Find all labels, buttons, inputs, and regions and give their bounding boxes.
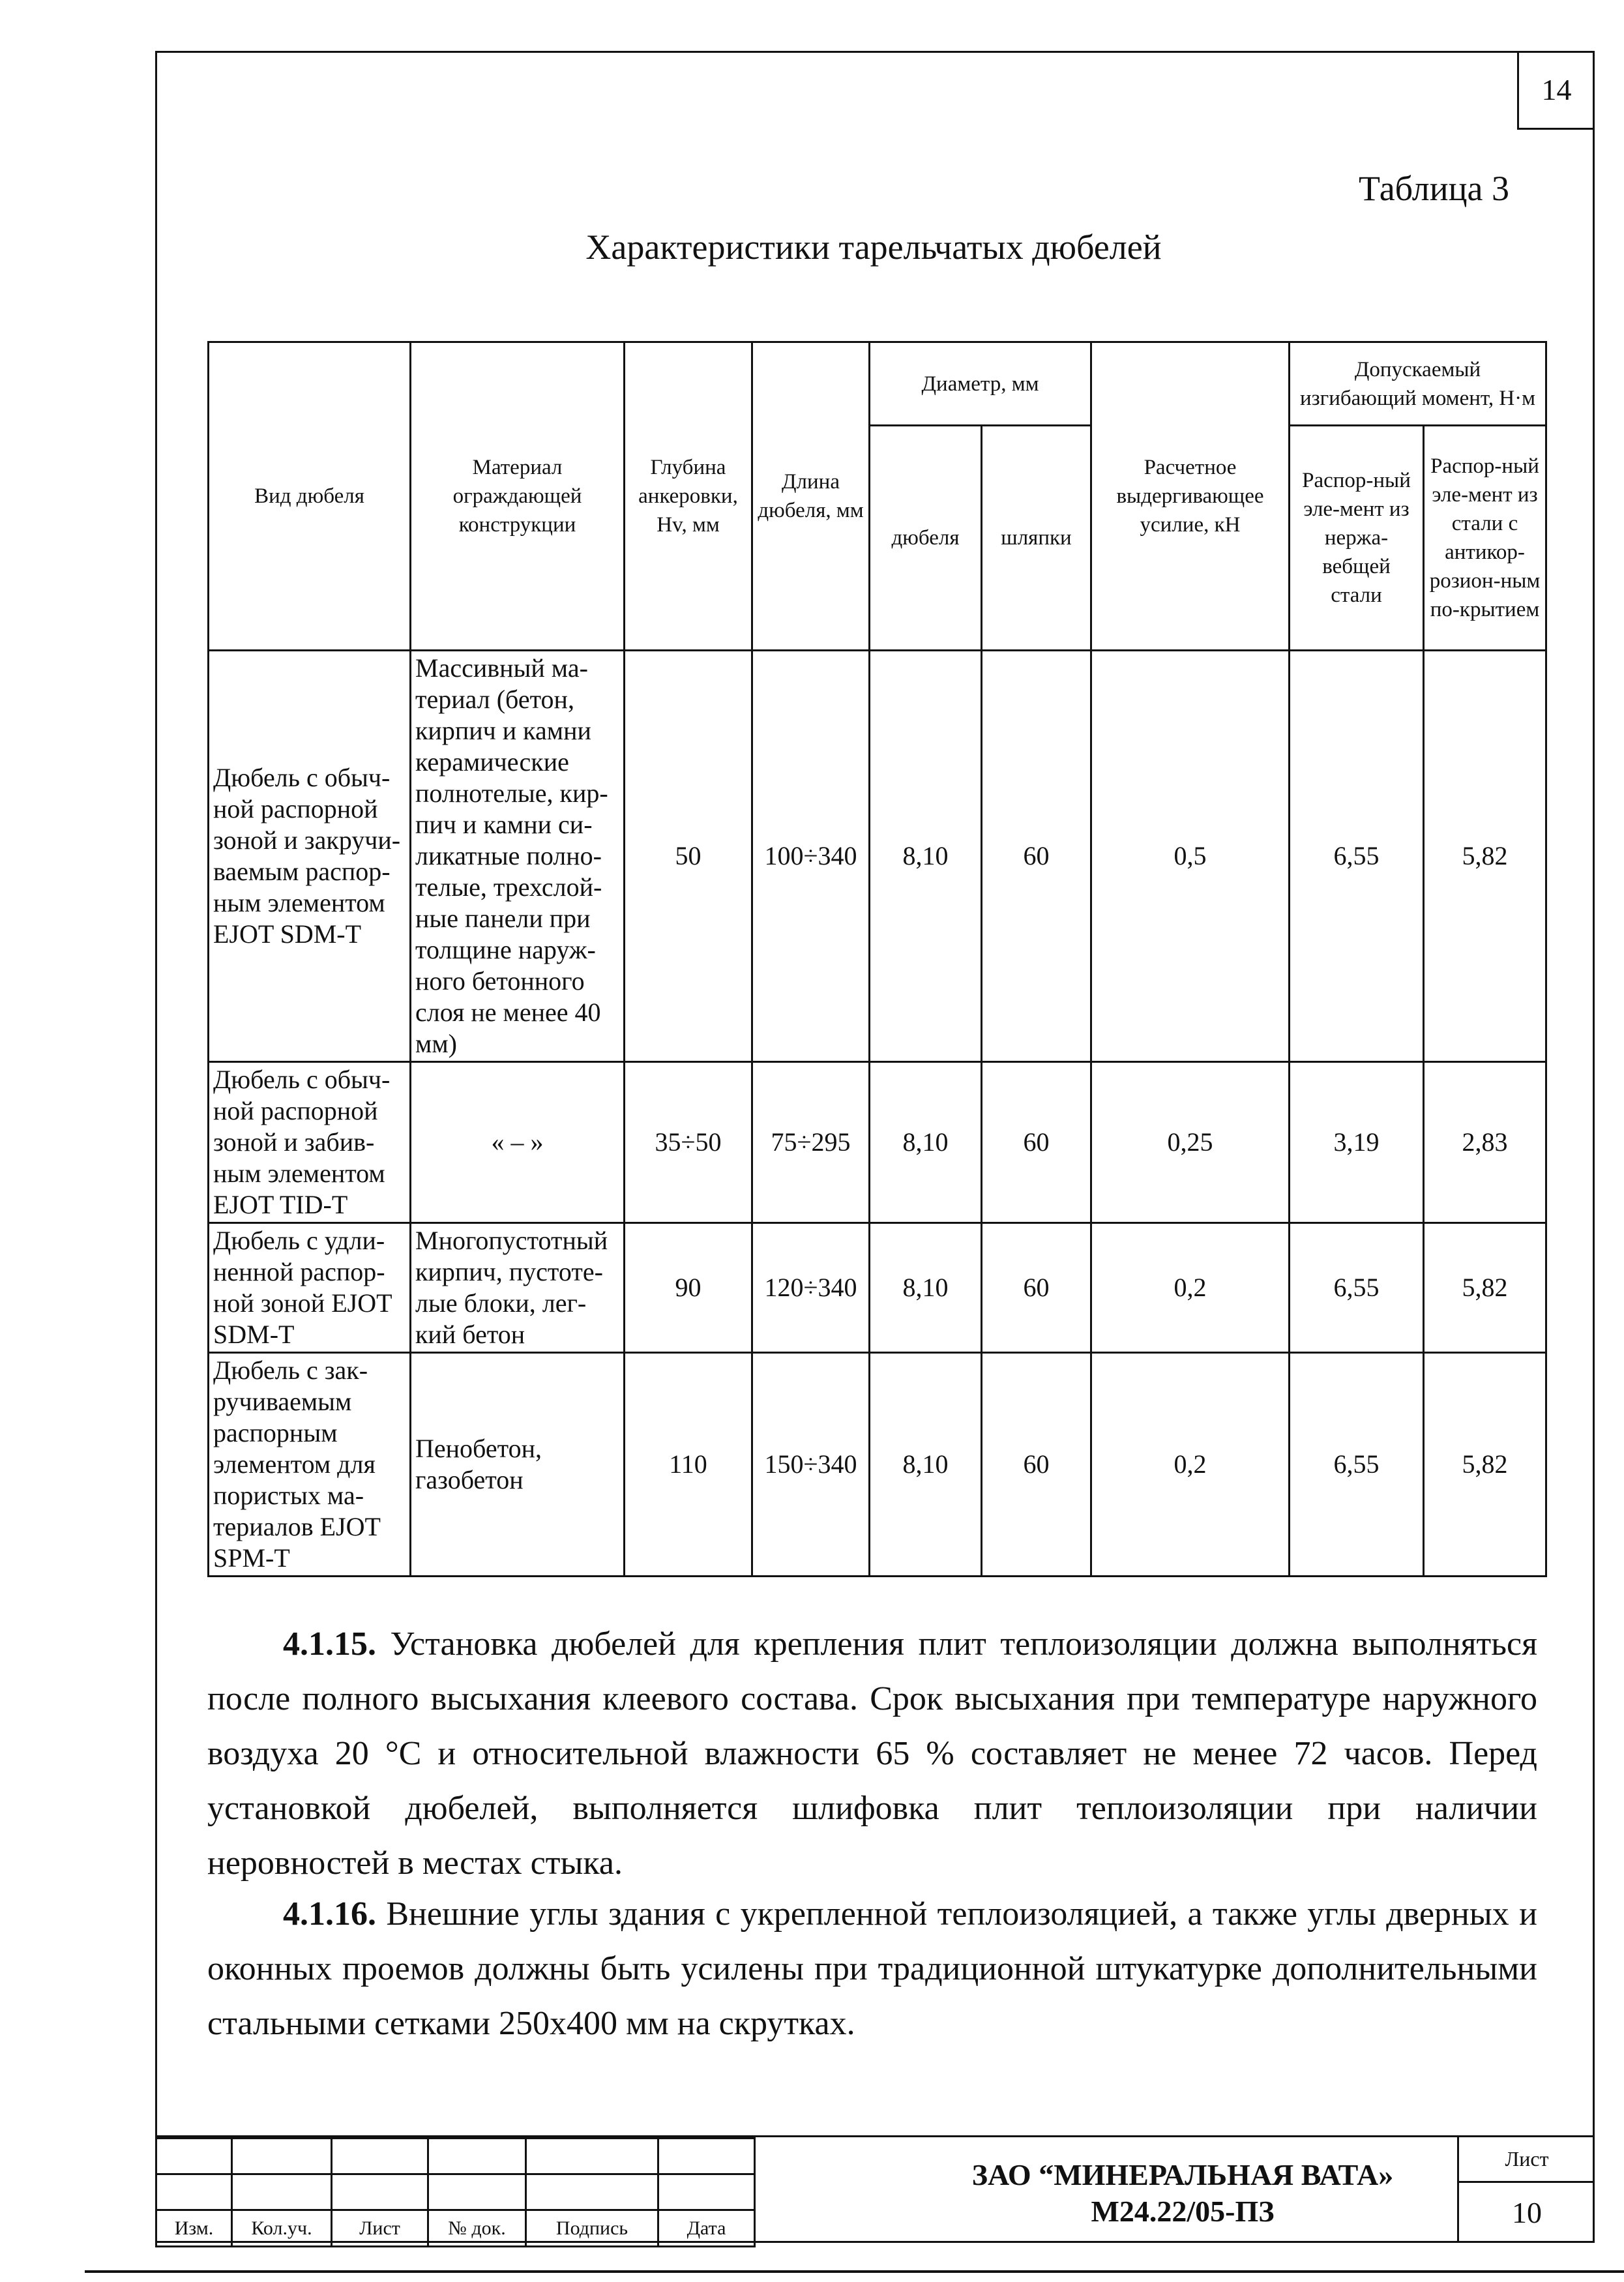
cell-moment-coated: 2,83 (1424, 1062, 1546, 1223)
cell-moment-stainless: 6,55 (1290, 651, 1424, 1062)
cell-diameter-dowel: 8,10 (870, 1353, 982, 1577)
stamp-list: Лист (332, 2210, 428, 2247)
cell-depth: 90 (625, 1223, 752, 1353)
company-name: ЗАО “МИНЕРАЛЬНАЯ ВАТА» (971, 2158, 1394, 2191)
cell-diameter-dowel: 8,10 (870, 1062, 982, 1223)
cell-depth: 35÷50 (625, 1062, 752, 1223)
header-length: Длина дюбеля, мм (752, 342, 870, 651)
cell-type: Дюбель с обыч-ной распорной зоной и забив-ным элементом EJOT TID-T (209, 1062, 411, 1223)
cell-depth: 50 (625, 651, 752, 1062)
cell-moment-stainless: 6,55 (1290, 1353, 1424, 1577)
dowel-table (207, 341, 1547, 1577)
stamp-date: Дата (658, 2210, 755, 2247)
table-row (209, 1062, 1546, 1223)
sheet-number: 10 (1512, 2196, 1542, 2229)
header-moment-coated: Распор-ный эле-мент из стали с антикор-розион-ным по-крытием (1424, 426, 1546, 651)
table-row (209, 1223, 1546, 1353)
paragraph-number: 4.1.16. (283, 1895, 376, 1933)
header-diameter: Диаметр, мм (870, 342, 1091, 426)
cell-diameter-head: 60 (982, 651, 1091, 1062)
document-code: М24.22/05-ПЗ (1091, 2195, 1275, 2228)
stamp-doc: № док. (428, 2210, 526, 2247)
cell-pullout: 0,2 (1091, 1223, 1290, 1353)
stamp-kol: Кол.уч. (232, 2210, 332, 2247)
sheet-label: Лист (1459, 2137, 1595, 2183)
header-moment: Допускаемый изгибающий момент, Н·м (1290, 342, 1546, 426)
cell-diameter-head: 60 (982, 1062, 1091, 1223)
cell-pullout: 0,5 (1091, 651, 1290, 1062)
revision-grid (155, 2137, 756, 2247)
bottom-rule (85, 2270, 1624, 2273)
paragraph-number: 4.1.15. (283, 1625, 376, 1663)
header-material: Материал ограждающей конструкции (411, 342, 625, 651)
cell-length: 75÷295 (752, 1062, 870, 1223)
cell-diameter-dowel: 8,10 (870, 651, 982, 1062)
cell-length: 150÷340 (752, 1353, 870, 1577)
table-label: Таблица 3 (1359, 169, 1509, 208)
cell-material: Массивный ма-териал (бетон, кирпич и камни керамические полнотелые, кир-пич и камни си-ликатные полно-телые, трехслой-ные панели при толщине наруж-ного бетонного слоя не менее 40 мм) (411, 651, 625, 1062)
cell-moment-coated: 5,82 (1424, 651, 1546, 1062)
cell-material: « – » (411, 1062, 625, 1223)
header-diameter-dowel: дюбеля (870, 426, 982, 651)
cell-diameter-head: 60 (982, 1353, 1091, 1577)
table-title: Характеристики тарельчатых дюбелей (585, 228, 1162, 267)
paragraph-4-1-16 (207, 1887, 1537, 2051)
header-diameter-head: шляпки (982, 426, 1091, 651)
cell-moment-coated: 5,82 (1424, 1223, 1546, 1353)
paragraph-text: Установка дюбелей для крепления плит теплоизоляции должна выполняться после полного высыхания клеевого состава. Срок высыхания при температуре наружного воздуха 20 °С и относительной влажности 65 % составляет не менее 72 часов. Перед установкой дюбелей, выполняется шлифовка плит теплоизоляции при наличии неровностей в местах стыка. (207, 1625, 1537, 1882)
stamp-sign: Подпись (526, 2210, 658, 2247)
sheet-box (1457, 2137, 1595, 2243)
cell-pullout: 0,25 (1091, 1062, 1290, 1223)
cell-depth: 110 (625, 1353, 752, 1577)
paragraph-text: Внешние углы здания с укрепленной теплоизоляцией, а также углы дверных и оконных проемов должны быть усилены при традиционной штукатурке дополнительными стальными сетками 250x400 мм на скрутках. (207, 1895, 1537, 2042)
cell-pullout: 0,2 (1091, 1353, 1290, 1577)
cell-moment-stainless: 3,19 (1290, 1062, 1424, 1223)
table-row (209, 1353, 1546, 1577)
cell-length: 100÷340 (752, 651, 870, 1062)
cell-moment-coated: 5,82 (1424, 1353, 1546, 1577)
header-moment-stainless: Распор-ный эле-мент из нержа-вебщей стали (1290, 426, 1424, 651)
header-type: Вид дюбеля (209, 342, 411, 651)
cell-type: Дюбель с зак-ручиваемым распорным элементом для пористых ма-териалов EJOT SPM-T (209, 1353, 411, 1577)
cell-diameter-dowel: 8,10 (870, 1223, 982, 1353)
header-pullout: Расчетное выдергивающее усилие, кН (1091, 342, 1290, 651)
page-number: 14 (1517, 51, 1594, 130)
stamp-izm: Изм. (156, 2210, 232, 2247)
cell-type: Дюбель с удли-ненной распор-ной зоной EJOT SDM-T (209, 1223, 411, 1353)
cell-moment-stainless: 6,55 (1290, 1223, 1424, 1353)
table-row (209, 651, 1546, 1062)
cell-diameter-head: 60 (982, 1223, 1091, 1353)
header-depth: Глубина анкеровки, Hv, мм (625, 342, 752, 651)
cell-length: 120÷340 (752, 1223, 870, 1353)
title-block (155, 2135, 1595, 2243)
cell-material: Многопустотный кирпич, пустоте-лые блоки, лег-кий бетон (411, 1223, 625, 1353)
paragraph-4-1-15 (207, 1617, 1537, 1891)
cell-material: Пенобетон, газобетон (411, 1353, 625, 1577)
cell-type: Дюбель с обыч-ной распорной зоной и закручи-ваемым распор-ным элементом EJOT SDM-T (209, 651, 411, 1062)
